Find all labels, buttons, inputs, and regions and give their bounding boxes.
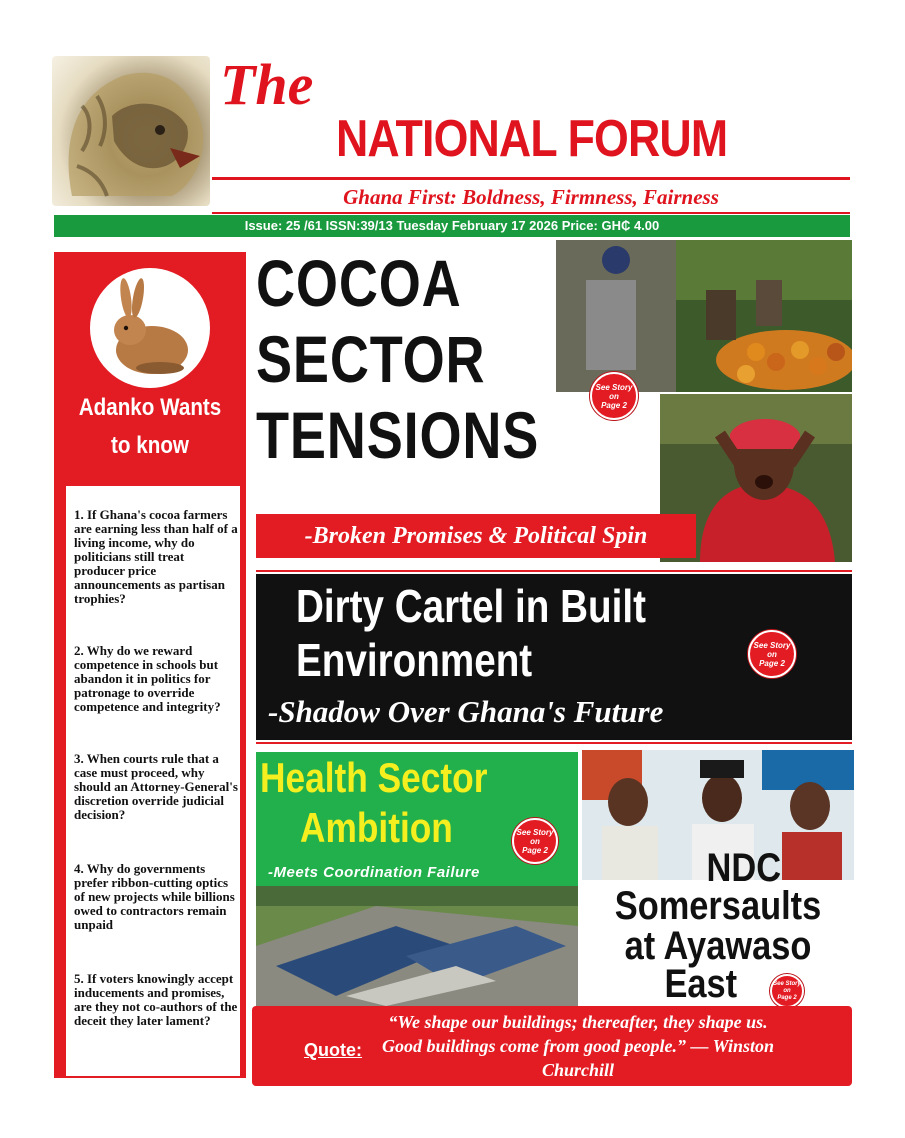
ndc-headline-line2: Somersaults <box>614 884 822 928</box>
section-rule <box>256 570 852 572</box>
lead-headline-line3: TENSIONS <box>256 398 540 472</box>
see-story-badge[interactable] <box>748 630 796 678</box>
ndc-headline: NDC <box>706 846 782 890</box>
lead-subhead: -Broken Promises & Political Spin <box>304 523 648 549</box>
badge-text: on <box>609 391 619 401</box>
sidebar-heading: Adanko Wants <box>78 394 222 421</box>
lead-headline-line2: SECTOR <box>256 322 486 396</box>
question-item: 4. Why do governments prefer ribbon-cutting optics of new projects while billions owed to contractors remain unpaid <box>74 861 235 932</box>
issue-info: Issue: 25 /61 ISSN:39/13 Tuesday February 17 2026 Price: GH₵ 4.00 <box>244 218 660 233</box>
health-subhead: -Meets Coordination Failure <box>268 864 480 881</box>
badge-text: See Story <box>753 640 791 650</box>
masthead-title: NATIONAL FORUM <box>336 110 728 168</box>
badge-text: on <box>783 987 791 994</box>
badge-text: See Story <box>516 827 554 837</box>
question-item: 3. When courts rule that a case must proceed, why should an Attorney-General's discretion override judicial decision? <box>74 751 238 822</box>
badge-text: Page 2 <box>601 400 627 410</box>
health-headline: Health Sector <box>260 754 488 801</box>
cartel-subhead: -Shadow Over Ghana's Future <box>268 694 664 729</box>
badge-text: See Story <box>595 382 633 392</box>
section-rule <box>256 742 852 744</box>
masthead-title-the: The <box>220 52 314 117</box>
health-headline-line2: Ambition <box>300 804 453 851</box>
rabbit-icon <box>90 268 210 388</box>
lion-logo-image <box>52 56 210 206</box>
ndc-headline-line4: East <box>664 962 738 1006</box>
badge-text: on <box>767 649 777 659</box>
see-story-badge[interactable] <box>512 818 558 864</box>
cocoa-farmers-photo <box>556 240 852 392</box>
badge-text: Page 2 <box>522 845 548 855</box>
lead-headline-line1: COCOA <box>256 246 462 320</box>
badge-text: Page 2 <box>777 994 797 1001</box>
ndc-headline-line3: at Ayawaso <box>624 924 812 968</box>
see-story-badge[interactable] <box>770 974 804 1008</box>
masthead-rule <box>212 177 850 180</box>
quote-text: “We shape our buildings; thereafter, they shape us. Good buildings come from good people.” — Winston Churchill <box>381 1012 775 1080</box>
badge-text: Page 2 <box>759 658 785 668</box>
see-story-badge[interactable] <box>590 372 638 420</box>
quote-label: Quote: <box>304 1040 362 1060</box>
masthead-rule-lower <box>212 212 850 214</box>
badge-text: See Story <box>773 980 801 987</box>
question-item: 1. If Ghana's cocoa farmers are earning less than half of a living income, why do politicians still treat producer price announcements as partisan trophies? <box>74 507 238 606</box>
badge-text: on <box>530 836 540 846</box>
masthead-tagline: Ghana First: Boldness, Firmness, Fairness <box>343 185 719 209</box>
question-item: 5. If voters knowingly accept inducements and promises, are they not co-authors of the deceit they later lament? <box>74 971 238 1028</box>
lead-headline <box>256 245 539 473</box>
cartel-headline-line2: Environment <box>296 634 533 686</box>
cartel-headline: Dirty Cartel in Built <box>296 580 646 632</box>
hospital-aerial-photo <box>256 886 578 1006</box>
sidebar-heading-line2: to know <box>111 432 189 459</box>
question-item: 2. Why do we reward competence in schools but abandon it in politics for patronage to override competence and integrity? <box>74 643 221 714</box>
